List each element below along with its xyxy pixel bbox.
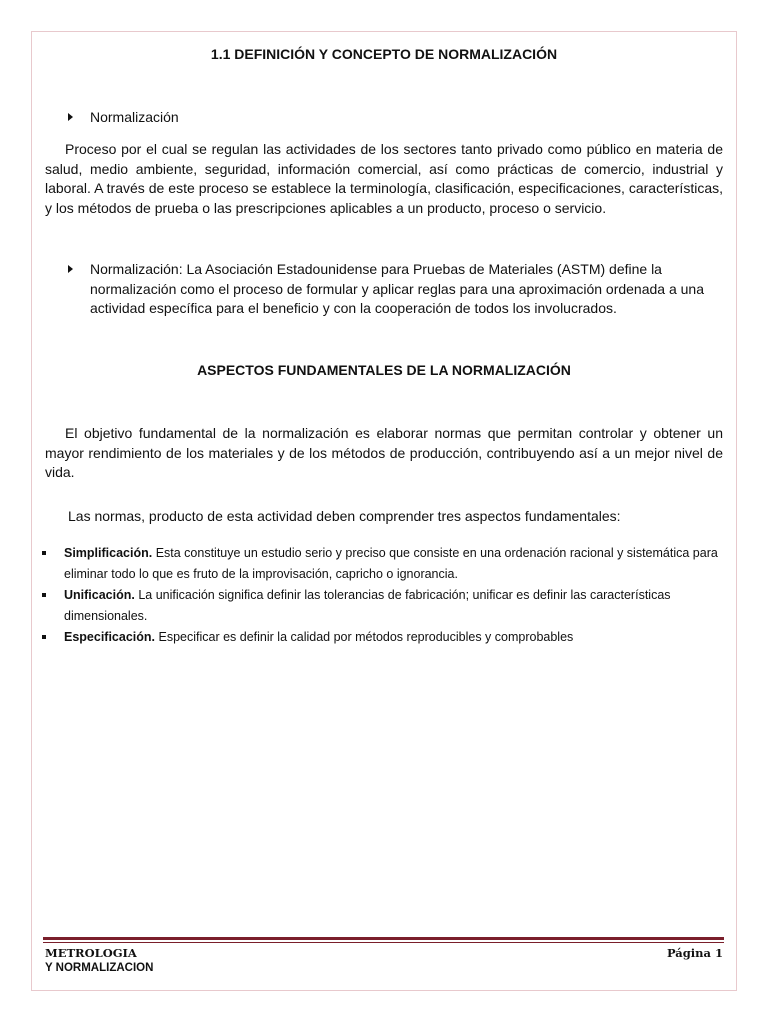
bullet-text: Normalización: La Asociación Estadounidense para Pruebas de Materiales (ASTM) define la normalización como el proceso de formular y aplicar reglas para una aproximación ordenada a una actividad específica para el beneficio y con la cooperación de todos los involucrados. [90, 261, 705, 316]
list-item [40, 585, 720, 627]
footer-title [45, 946, 153, 974]
footer-rule-thin [43, 942, 724, 943]
aspect-text: Esta constituye un estudio serio y preciso que consiste en una ordenación racional y sistemática para eliminar todo lo que es fruto de la improvisación, capricho o ignorancia. [64, 546, 718, 581]
document-title: 1.1 DEFINICIÓN Y CONCEPTO DE NORMALIZACIÓN [210, 46, 558, 62]
square-bullet-icon [42, 593, 46, 597]
section-heading: ASPECTOS FUNDAMENTALES DE LA NORMALIZACIÓN [197, 362, 571, 378]
aspect-term: Especificación. [64, 630, 156, 644]
aspect-term: Simplificación. [64, 546, 153, 560]
list-item [40, 627, 720, 648]
paragraph-objective: El objetivo fundamental de la normalización es elaborar normas que permitan controlar y obtener un mayor rendimiento de los materiales y de los métodos de producción, contribuyendo así a un mejor nivel de vida. [45, 425, 723, 480]
square-bullet-icon [42, 551, 46, 555]
bullet-text: Normalización [90, 109, 179, 125]
page-number: Página 1 [666, 946, 723, 960]
paragraph-definition: Proceso por el cual se regulan las actividades de los sectores tanto privado como público en materia de salud, medio ambiente, seguridad, información comercial, así como prácticas de comercio, industrial y laboral. A través de este proceso se establece la terminología, clasificación, especificaciones, características, y los métodos de prueba o las prescripciones aplicables a un producto, proceso o servicio. [45, 141, 723, 216]
aspect-text: Especificar es definir la calidad por métodos reproducibles y comprobables [155, 630, 574, 644]
paragraph-aspects-intro: Las normas, producto de esta actividad deben comprender tres aspectos fundamentales: [68, 508, 621, 524]
footer-title-line1: METROLOGIA [45, 946, 137, 960]
triangle-bullet-icon [68, 265, 73, 273]
footer-rule-thick [43, 937, 724, 940]
list-item [40, 543, 720, 585]
triangle-bullet-icon [68, 113, 73, 121]
footer-title-line2: Y NORMALIZACION [45, 962, 154, 974]
aspects-list [40, 543, 720, 648]
aspect-text: La unificación significa definir las tolerancias de fabricación; unificar es definir las características dimensionales. [64, 588, 671, 623]
square-bullet-icon [42, 635, 46, 639]
aspect-term: Unificación. [64, 588, 135, 602]
